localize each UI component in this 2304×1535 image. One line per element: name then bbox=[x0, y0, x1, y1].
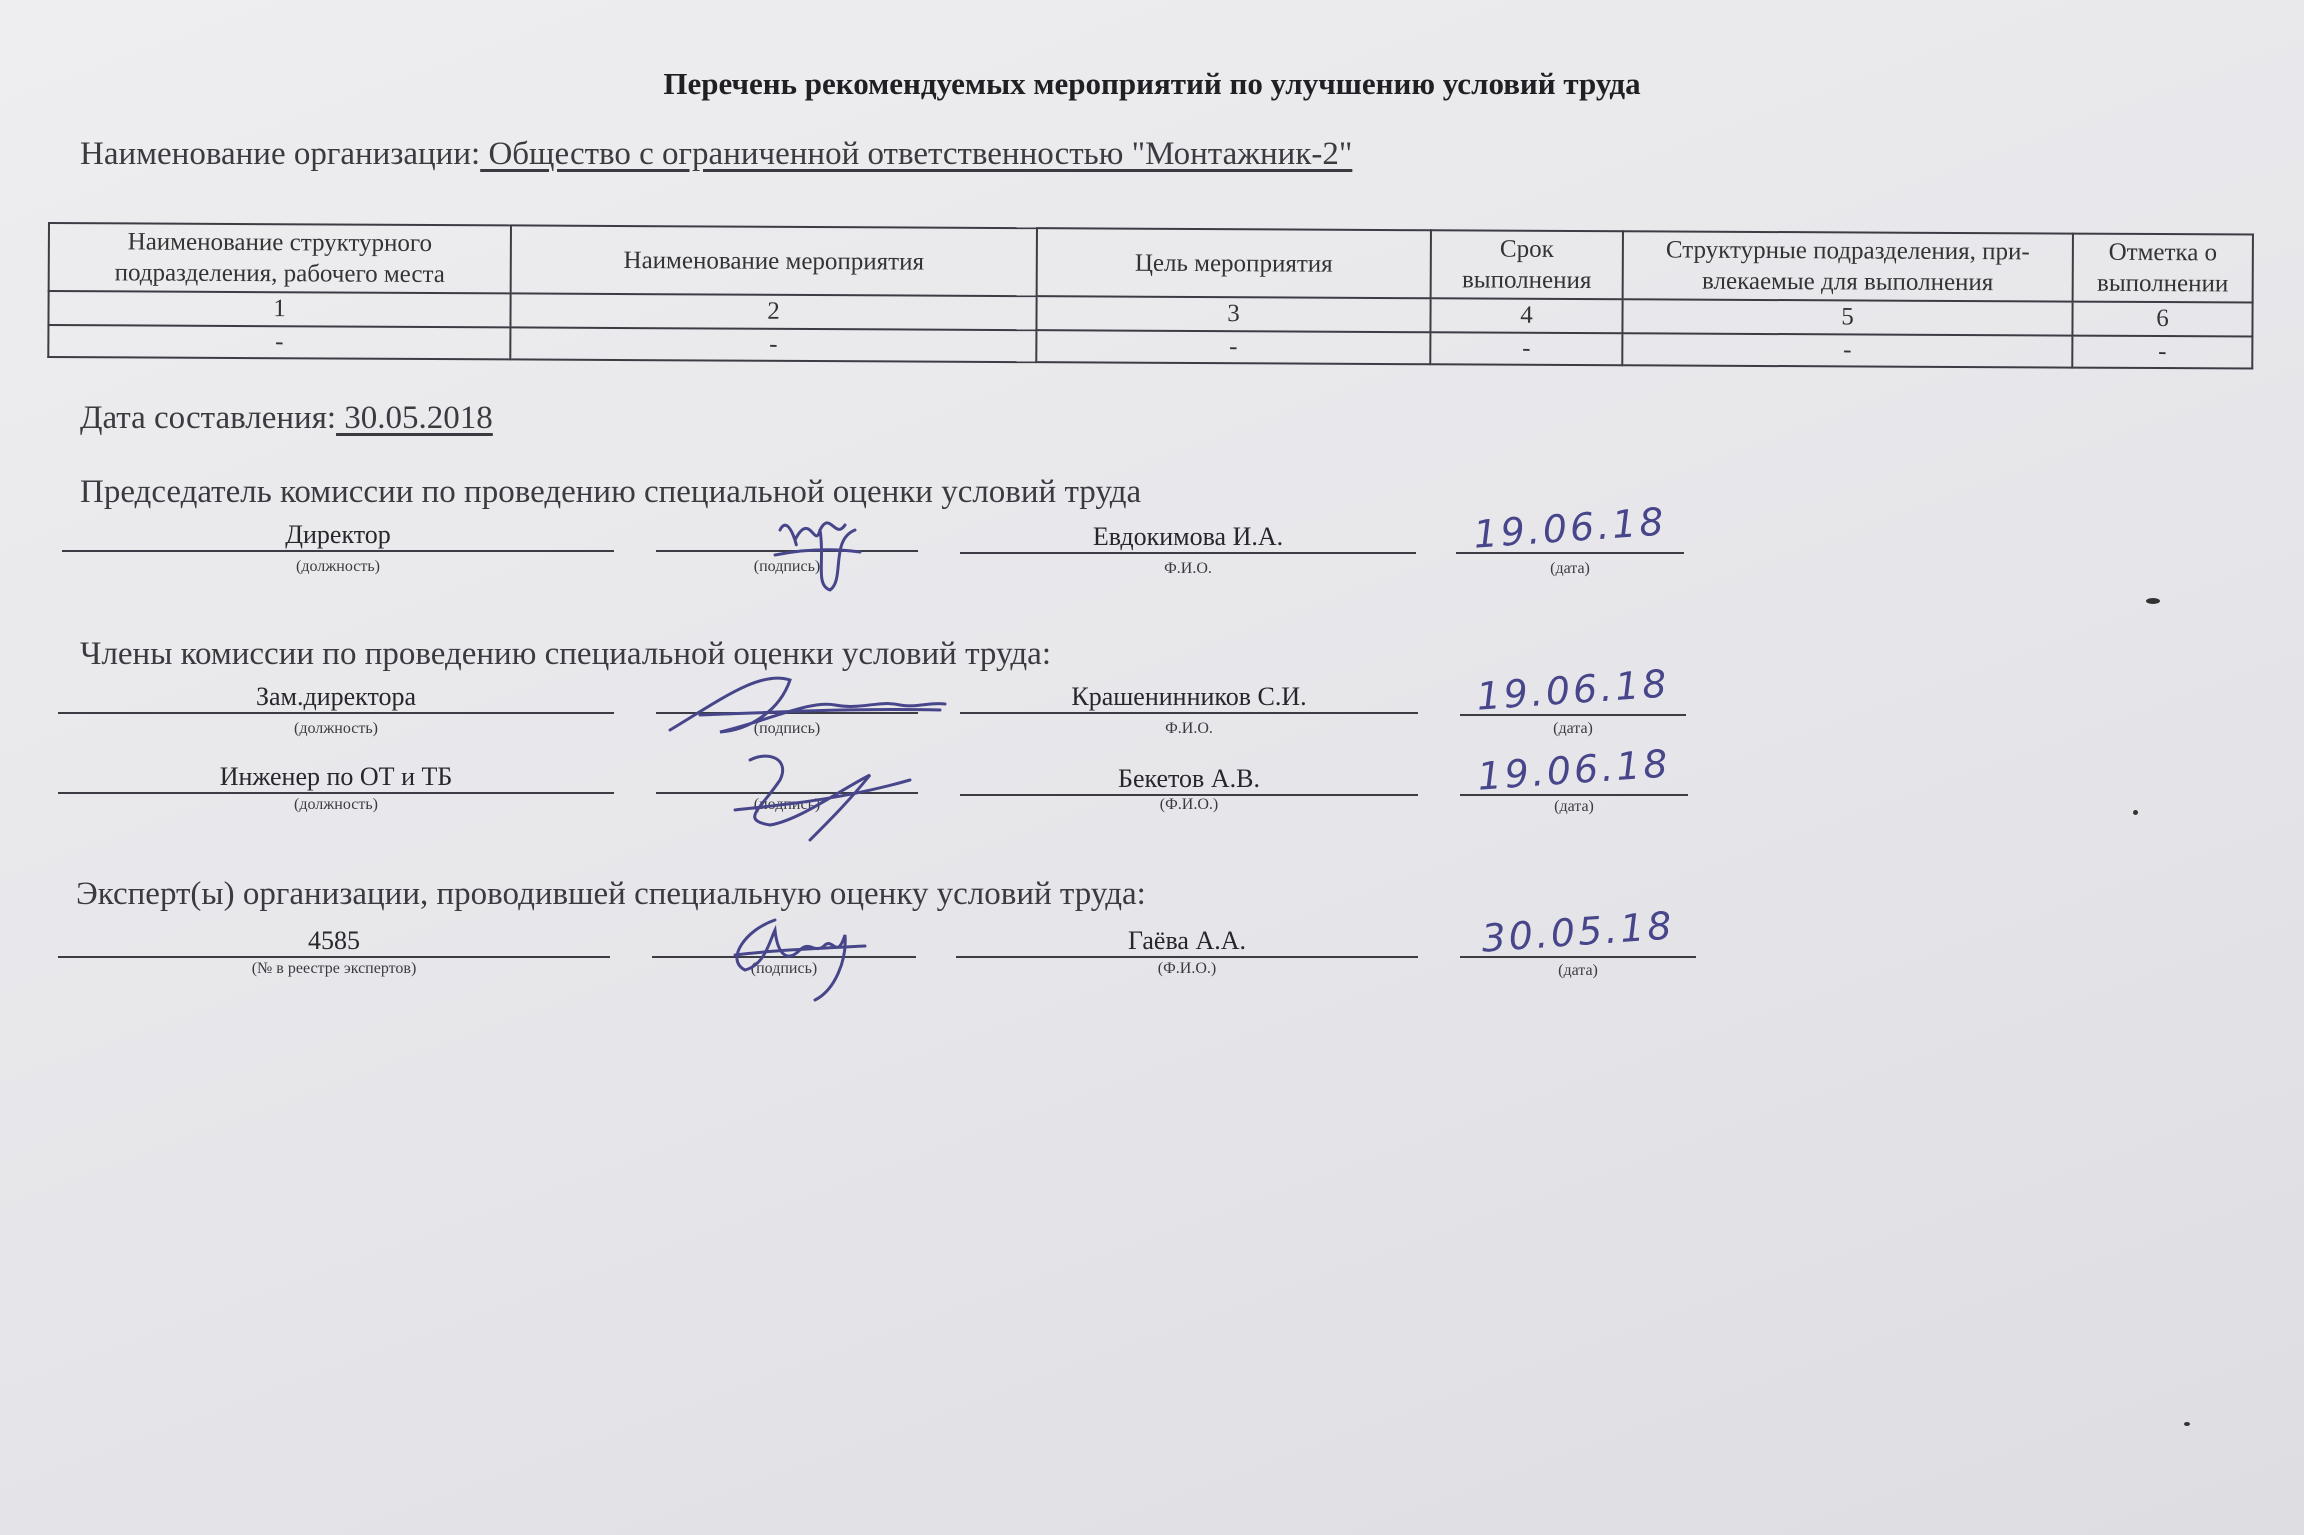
document-title: Перечень рекомендуемых мероприятий по улучшению условий труда bbox=[663, 66, 1641, 101]
signature-line bbox=[62, 550, 614, 552]
member-date: 19.06.18 bbox=[1475, 661, 1671, 719]
chairman-position: Директор bbox=[285, 520, 391, 549]
registry-caption: (№ в реестре экспертов) bbox=[251, 960, 417, 977]
member-date: 19.06.18 bbox=[1476, 741, 1672, 799]
compilation-date-value: 30.05.2018 bbox=[336, 400, 493, 436]
table-cell: - bbox=[2072, 336, 2252, 369]
organization-label: Наименование организации: bbox=[80, 136, 481, 172]
member-signature bbox=[660, 660, 950, 740]
date-caption: (дата) bbox=[1553, 720, 1593, 737]
column-number: 4 bbox=[1430, 298, 1622, 333]
position-caption: (должность) bbox=[296, 558, 380, 575]
header-cell: Наименование структурного подразделения, рабочего места bbox=[49, 223, 511, 293]
header-cell: Отметка о выполнении bbox=[2073, 234, 2253, 303]
table-cell: - bbox=[510, 327, 1036, 362]
member-signature bbox=[720, 740, 920, 850]
signature-line bbox=[960, 712, 1418, 714]
position-caption: (должность) bbox=[294, 720, 378, 737]
chairman-name: Евдокимова И.А. bbox=[1092, 522, 1284, 551]
signature-caption: (подпись) bbox=[753, 796, 821, 813]
measures-table bbox=[47, 222, 2254, 370]
table-cell: - bbox=[1622, 333, 2072, 367]
expert-date: 30.05.18 bbox=[1480, 903, 1676, 961]
member-name: Крашенинников С.И. bbox=[1071, 682, 1307, 711]
expert-signature bbox=[715, 900, 875, 1010]
compilation-date-line bbox=[80, 400, 493, 437]
signature-caption: (подпись) bbox=[753, 558, 821, 575]
date-caption: (дата) bbox=[1550, 560, 1590, 577]
table-header-row bbox=[49, 223, 2253, 303]
table-cell: - bbox=[1036, 330, 1430, 364]
signature-line bbox=[58, 712, 614, 714]
column-number: 6 bbox=[2072, 302, 2252, 337]
member-position: Инженер по ОТ и ТБ bbox=[219, 762, 453, 791]
position-caption: (должность) bbox=[294, 796, 378, 813]
expert-registry-number: 4585 bbox=[308, 926, 360, 955]
header-cell: Структурные подразделения, при-влекаемые для выполнения bbox=[1623, 231, 2073, 301]
name-caption: Ф.И.О. bbox=[1165, 720, 1213, 737]
organization-value: Общество с ограниченной ответственностью "Монтажник-2" bbox=[480, 136, 1353, 172]
column-number: 5 bbox=[1622, 299, 2072, 335]
header-cell: Наименование мероприятия bbox=[511, 225, 1037, 296]
speck bbox=[2146, 598, 2160, 604]
compilation-date-label: Дата составления: bbox=[80, 400, 337, 436]
date-caption: (дата) bbox=[1554, 798, 1594, 815]
signature-line bbox=[58, 792, 614, 794]
name-caption: (Ф.И.О.) bbox=[1157, 960, 1217, 977]
members-heading: Члены комиссии по проведению специальной оценки условий труда: bbox=[80, 636, 1052, 672]
column-number: 2 bbox=[510, 293, 1036, 330]
chairman-date: 19.06.18 bbox=[1472, 499, 1668, 557]
speck bbox=[2184, 1422, 2190, 1426]
table-cell: - bbox=[1430, 332, 1622, 365]
column-number: 3 bbox=[1036, 296, 1430, 332]
member-position: Зам.директора bbox=[255, 682, 417, 711]
expert-heading: Эксперт(ы) организации, проводившей специальную оценку условий труда: bbox=[76, 876, 1146, 912]
speck bbox=[2133, 810, 2138, 815]
column-number: 1 bbox=[48, 291, 510, 327]
signature-line bbox=[58, 956, 610, 958]
chairman-signature bbox=[760, 500, 870, 600]
name-caption: (Ф.И.О.) bbox=[1159, 796, 1219, 813]
organization-line bbox=[80, 136, 1352, 173]
header-cell: Цель мероприятия bbox=[1037, 228, 1431, 298]
chairman-heading: Председатель комиссии по проведению специальной оценки условий труда bbox=[80, 474, 1142, 510]
signature-caption: (подпись) bbox=[750, 960, 818, 977]
table-cell: - bbox=[48, 325, 510, 359]
member-name: Бекетов А.В. bbox=[1118, 764, 1260, 793]
signature-line bbox=[960, 552, 1416, 554]
date-caption: (дата) bbox=[1558, 962, 1598, 979]
header-cell: Срок выполнения bbox=[1431, 230, 1623, 299]
expert-name: Гаёва А.А. bbox=[1128, 926, 1246, 955]
signature-line bbox=[956, 956, 1418, 958]
name-caption: Ф.И.О. bbox=[1164, 560, 1212, 577]
signature-caption: (подпись) bbox=[753, 720, 821, 737]
